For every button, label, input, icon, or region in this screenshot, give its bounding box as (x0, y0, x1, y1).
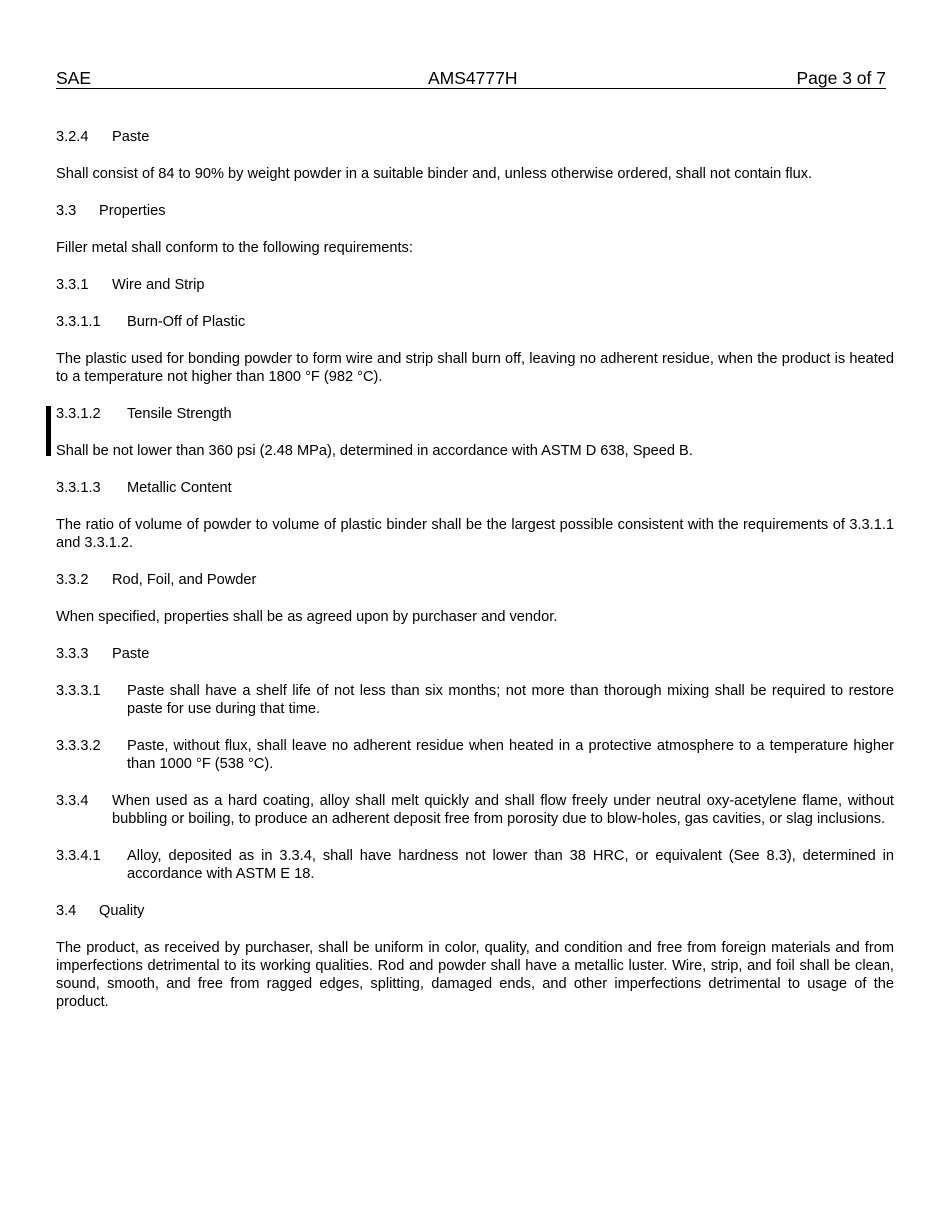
paragraph-3-3-2: When specified, properties shall be as agreed upon by purchaser and vendor. (56, 609, 558, 625)
section-title: Rod, Foil, and Powder (112, 572, 257, 588)
section-heading-3-3-1-1 (56, 313, 894, 331)
section-number: 3.2.4 (56, 129, 89, 145)
paragraph-text: Paste shall have a shelf life of not less than six months; not more than thorough mixing shall be required to restore paste for use during that time. (127, 683, 894, 717)
section-number: 3.3.1.2 (56, 406, 101, 422)
paragraph-3-4: The product, as received by purchaser, shall be uniform in color, quality, and condition and free from foreign materials and from imperfections detrimental to its working qualities. Rod and powder shall have a metallic luster. Wire, strip, and foil shall be clean, sound, smooth, and free from ragged edges, splitting, damaged ends, and other imperfections detrimental to usage of the product. (56, 940, 894, 1010)
section-number: 3.3.2 (56, 572, 89, 588)
paragraph-text: When used as a hard coating, alloy shall melt quickly and shall flow freely under neutral oxy-acetylene flame, without bubbling or boiling, to produce an adherent deposit free from porosity due to blow-holes, gas cavities, or slag inclusions. (112, 793, 894, 827)
section-heading-3-3-1-3 (56, 479, 894, 497)
section-number: 3.3.3.2 (56, 738, 101, 754)
paragraph-3-2-4: Shall consist of 84 to 90% by weight powder in a suitable binder and, unless otherwise ordered, shall not contain flux. (56, 166, 813, 182)
section-number: 3.3.1 (56, 277, 89, 293)
section-heading-3-3-1-2 (56, 405, 894, 423)
section-title: Quality (99, 903, 145, 919)
section-heading-3-2-4 (56, 128, 894, 146)
section-title: Properties (99, 203, 166, 219)
section-number: 3.3.1.1 (56, 314, 101, 330)
section-heading-3-4 (56, 902, 894, 920)
section-number: 3.3.4.1 (56, 848, 101, 864)
section-heading-3-3-3 (56, 645, 894, 663)
section-title: Paste (112, 646, 150, 662)
paragraph-3-3-1-2: Shall be not lower than 360 psi (2.48 MPa), determined in accordance with ASTM D 638, Speed B. (56, 443, 693, 459)
section-heading-3-3-2 (56, 571, 894, 589)
section-number: 3.3.3.1 (56, 683, 101, 699)
paragraph-3-3-3-2 (56, 737, 894, 773)
section-number: 3.3.3 (56, 646, 89, 662)
paragraph-text: Paste, without flux, shall leave no adherent residue when heated in a protective atmosphere to a temperature higher than 1000 °F (538 °C). (127, 738, 894, 772)
section-number: 3.3.1.3 (56, 480, 101, 496)
section-title: Burn-Off of Plastic (127, 314, 246, 330)
section-title: Tensile Strength (127, 406, 232, 422)
paragraph-3-3: Filler metal shall conform to the following requirements: (56, 240, 413, 256)
paragraph-3-3-1-3: The ratio of volume of powder to volume of plastic binder shall be the largest possible consistent with the requirements of 3.3.1.1 and 3.3.1.2. (56, 517, 894, 551)
paragraph-3-3-1-1: The plastic used for bonding powder to form wire and strip shall burn off, leaving no adherent residue, when the product is heated to a temperature not higher than 1800 °F (982 °C). (56, 351, 894, 385)
paragraph-3-3-4-1 (56, 847, 894, 883)
header-document-number: AMS4777H (428, 68, 518, 88)
header-page-number: Page 3 of 7 (796, 68, 886, 88)
revision-change-bar (46, 406, 51, 456)
document-body (56, 128, 894, 1030)
page-header (56, 68, 886, 89)
header-organization: SAE (56, 68, 92, 88)
section-number: 3.3 (56, 203, 77, 219)
section-title: Paste (112, 129, 150, 145)
section-title: Wire and Strip (112, 277, 205, 293)
paragraph-3-3-4 (56, 792, 894, 828)
section-heading-3-3 (56, 202, 894, 220)
section-title: Metallic Content (127, 480, 232, 496)
section-number: 3.3.4 (56, 793, 89, 809)
paragraph-text: Alloy, deposited as in 3.3.4, shall have hardness not lower than 38 HRC, or equivalent (See 8.3), determined in accordance with ASTM E 18. (127, 848, 894, 882)
section-heading-3-3-1 (56, 276, 894, 294)
paragraph-3-3-3-1 (56, 682, 894, 718)
section-number: 3.4 (56, 903, 77, 919)
